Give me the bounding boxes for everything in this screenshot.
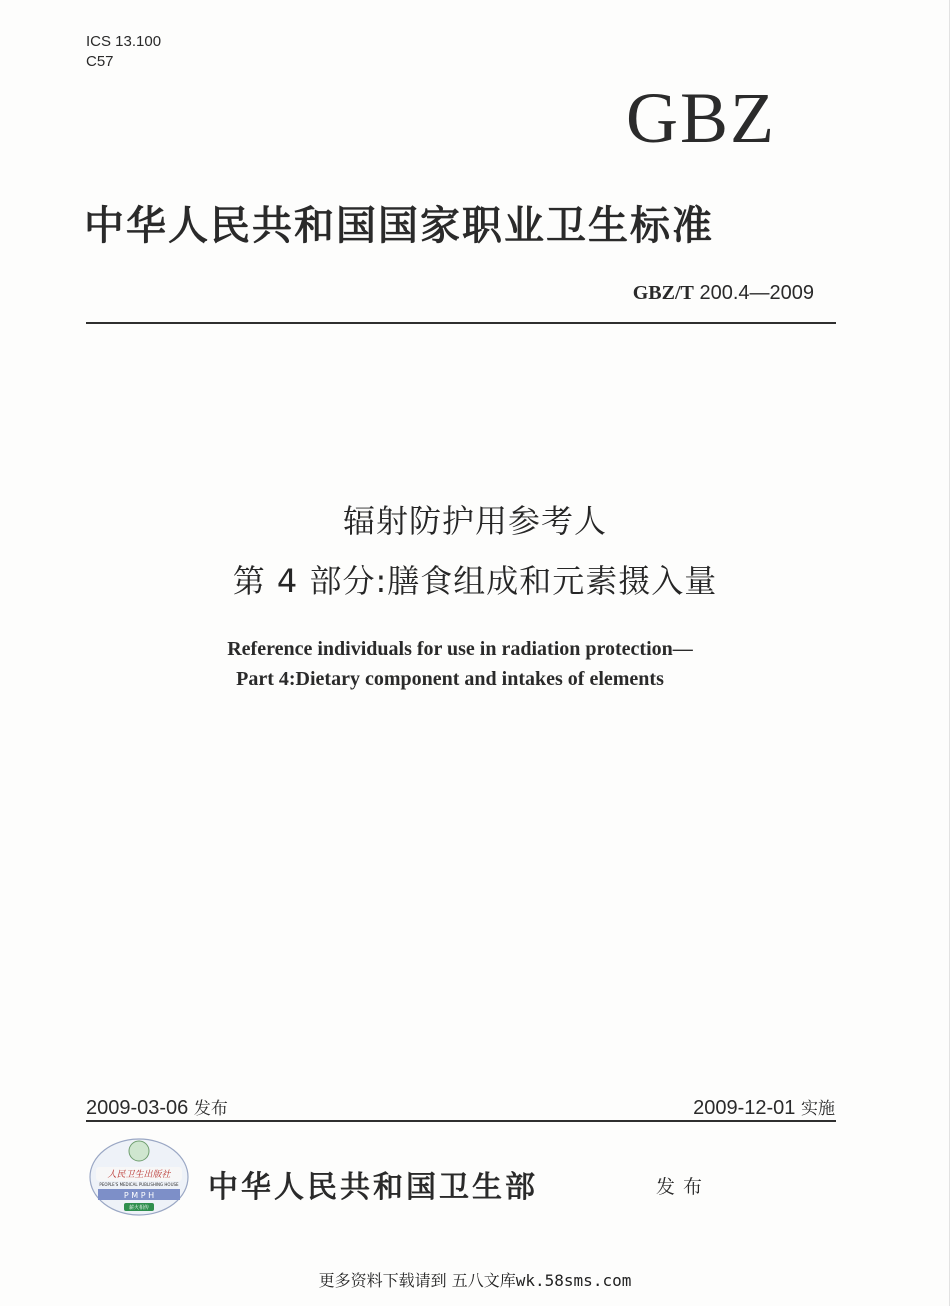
footer-url-link[interactable]: wk.58sms.com [515,1271,632,1290]
publisher-name: 中华人民共和国卫生部 [208,1170,538,1205]
implementation-date-label: 实施 [801,1099,835,1119]
issue-date-label: 发布 [193,1099,228,1119]
implementation-date-value: 2009-12-01 [693,1097,796,1119]
logo-abbr: P M P H [123,1191,155,1200]
standard-number-prefix: GBZ/T [632,282,694,304]
standard-number-value: 200.4—2009 [693,282,814,304]
issue-date-value: 2009-03-06 [86,1097,189,1119]
document-title-en-line1: Reference individuals for use in radiation protection— [227,638,693,660]
issue-date [86,1094,228,1120]
ccs-code: C57 [86,53,114,70]
publish-verb: 发布 [656,1176,711,1198]
document-title-cn-line2: 第 4 部分:膳食组成和元素摄入量 [232,562,718,600]
category-mark: GBZ [626,78,776,158]
document-title-cn-line1: 辐射防护用参考人 [342,502,607,540]
ics-code: ICS 13.100 [86,33,162,50]
logo-text-cn: 人民卫生出版社 [107,1170,171,1180]
top-divider [86,322,836,324]
footer-download-note [0,1268,950,1291]
standard-number [633,282,814,305]
bottom-divider [86,1120,836,1122]
standard-title: 中华人民共和国国家职业卫生标准 [84,203,714,249]
implementation-date [693,1094,835,1120]
logo-text-en: PEOPLE'S MEDICAL PUBLISHING HOUSE [99,1182,179,1187]
footer-text: 更多资料下载请到 五八文库 [318,1271,516,1290]
publisher-logo [88,1137,190,1217]
logo-tag: 薪火相传 [128,1205,150,1211]
classification-codes [86,32,161,72]
document-title-en-line2: Part 4:Dietary component and intakes of elements [236,668,664,690]
